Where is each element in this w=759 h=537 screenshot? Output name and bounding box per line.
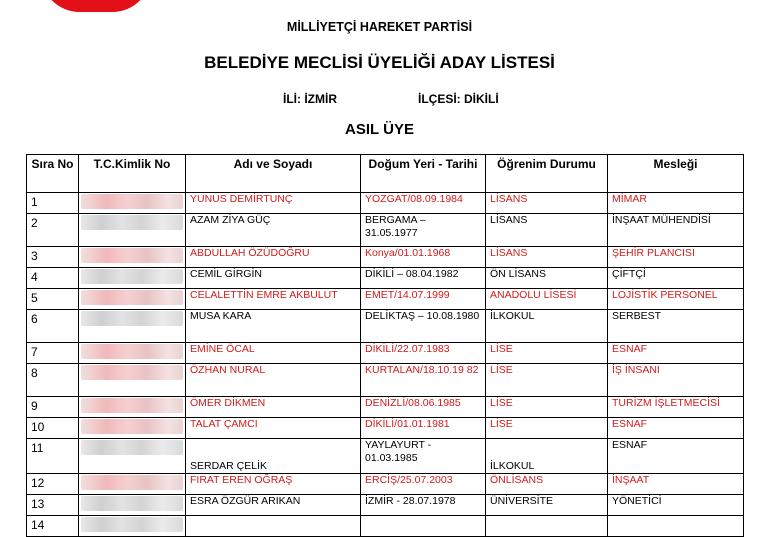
table-row — [27, 397, 744, 418]
tc-number-redacted — [79, 193, 186, 214]
header-education: Öğrenim Durumu — [486, 155, 608, 193]
row-number: 12 — [27, 474, 79, 495]
birth-place-date: ERCİŞ/25.07.2003 — [361, 474, 486, 495]
tc-number-redacted — [79, 310, 186, 343]
candidate-name: SERDAR ÇELİK — [186, 439, 361, 474]
education — [486, 516, 608, 537]
birth-place-date: YAYLAYURT - 01.03.1985 — [361, 439, 486, 474]
redaction-blur — [81, 496, 183, 511]
profession: İNŞAAT MÜHENDİSİ — [608, 214, 744, 247]
row-number: 4 — [27, 268, 79, 289]
city-label: İLİ: İZMİR — [283, 92, 337, 106]
education: İLKOKUL — [486, 310, 608, 343]
education: İLKOKUL — [486, 439, 608, 474]
table-row — [27, 343, 744, 364]
header-job: Mesleği — [608, 155, 744, 193]
candidate-name: YUNUS DEMİRTUNÇ — [186, 193, 361, 214]
profession: SERBEST — [608, 310, 744, 343]
profession: MİMAR — [608, 193, 744, 214]
row-number: 8 — [27, 364, 79, 397]
tc-number-redacted — [79, 247, 186, 268]
redaction-blur — [81, 517, 183, 532]
redaction-blur — [81, 215, 183, 230]
tc-number-redacted — [79, 495, 186, 516]
row-number: 1 — [27, 193, 79, 214]
candidate-name: FIRAT EREN OĞRAŞ — [186, 474, 361, 495]
profession: LOJİSTİK PERSONEL — [608, 289, 744, 310]
table-row — [27, 289, 744, 310]
profession — [608, 516, 744, 537]
candidate-name: EMİNE ÖCAL — [186, 343, 361, 364]
education: LİSANS — [486, 193, 608, 214]
redaction-blur — [81, 290, 183, 305]
birth-place-date: Konya/01.01.1968 — [361, 247, 486, 268]
tc-number-redacted — [79, 289, 186, 310]
table-row — [27, 310, 744, 343]
row-number: 6 — [27, 310, 79, 343]
district-label: İLÇESİ: DİKİLİ — [418, 92, 499, 106]
candidate-name — [186, 516, 361, 537]
redaction-blur — [81, 311, 183, 326]
tc-number-redacted — [79, 474, 186, 495]
row-number: 14 — [27, 516, 79, 537]
table-row — [27, 516, 744, 537]
profession: ESNAF — [608, 418, 744, 439]
table-row — [27, 418, 744, 439]
header-no: Sıra No — [27, 155, 79, 193]
redaction-blur — [81, 344, 183, 359]
table-row — [27, 474, 744, 495]
header-tc: T.C.Kimlik No — [79, 155, 186, 193]
redaction-blur — [81, 475, 183, 490]
education: LİSE — [486, 397, 608, 418]
birth-place-date: İZMİR - 28.07.1978 — [361, 495, 486, 516]
birth-place-date: DELİKTAŞ – 10.08.1980 — [361, 310, 486, 343]
profession: ŞEHİR PLANCISI — [608, 247, 744, 268]
redaction-blur — [81, 194, 183, 209]
education: ÖNLİSANS — [486, 474, 608, 495]
education: LİSANS — [486, 214, 608, 247]
education: LİSANS — [486, 247, 608, 268]
table-row — [27, 193, 744, 214]
document-title: BELEDİYE MECLİSİ ÜYELİĞİ ADAY LİSTESİ — [204, 53, 555, 72]
table-row — [27, 214, 744, 247]
profession: ESNAF — [608, 439, 744, 474]
birth-place-date: DİKİLİ/22.07.1983 — [361, 343, 486, 364]
redaction-blur — [81, 248, 183, 263]
candidate-name: ABDULLAH ÖZÜDOĞRU — [186, 247, 361, 268]
candidate-table — [26, 154, 744, 537]
section-title: ASIL ÜYE — [345, 121, 414, 138]
candidate-name: AZAM ZİYA GÜÇ — [186, 214, 361, 247]
candidate-name: CELALETTİN EMRE AKBULUT — [186, 289, 361, 310]
birth-place-date: BERGAMA – 31.05.1977 — [361, 214, 486, 247]
row-number: 13 — [27, 495, 79, 516]
candidate-name: MUSA KARA — [186, 310, 361, 343]
redaction-blur — [81, 365, 183, 380]
header-birth: Doğum Yeri - Tarihi — [361, 155, 486, 193]
tc-number-redacted — [79, 268, 186, 289]
tc-number-redacted — [79, 516, 186, 537]
profession: ESNAF — [608, 343, 744, 364]
tc-number-redacted — [79, 364, 186, 397]
party-logo — [40, 0, 152, 12]
profession: YÖNETİCİ — [608, 495, 744, 516]
redaction-blur — [81, 269, 183, 284]
header-name: Adı ve Soyadı — [186, 155, 361, 193]
candidate-name: ÖZHAN NURAL — [186, 364, 361, 397]
birth-place-date: DİKİLİ/01.01.1981 — [361, 418, 486, 439]
profession: ÇİFTÇİ — [608, 268, 744, 289]
education: LİSE — [486, 364, 608, 397]
profession: İNŞAAT — [608, 474, 744, 495]
row-number: 10 — [27, 418, 79, 439]
candidate-name: ÖMER DİKMEN — [186, 397, 361, 418]
redaction-blur — [81, 398, 183, 413]
birth-place-date: EMET/14.07.1999 — [361, 289, 486, 310]
education: ANADOLU LİSESİ — [486, 289, 608, 310]
redaction-blur — [81, 419, 183, 434]
candidate-name: TALAT ÇAMCI — [186, 418, 361, 439]
tc-number-redacted — [79, 439, 186, 474]
redaction-blur — [81, 440, 183, 455]
birth-place-date: DİKİLİ – 08.04.1982 — [361, 268, 486, 289]
birth-place-date: YOZGAT/08.09.1984 — [361, 193, 486, 214]
education: ÖN LİSANS — [486, 268, 608, 289]
tc-number-redacted — [79, 343, 186, 364]
row-number: 2 — [27, 214, 79, 247]
education: ÜNİVERSİTE — [486, 495, 608, 516]
row-number: 5 — [27, 289, 79, 310]
row-number: 11 — [27, 439, 79, 474]
education: LİSE — [486, 343, 608, 364]
tc-number-redacted — [79, 214, 186, 247]
table-row — [27, 495, 744, 516]
party-name: MİLLİYETÇİ HAREKET PARTİSİ — [286, 20, 473, 34]
birth-place-date: KURTALAN/18.10.19 82 — [361, 364, 486, 397]
row-number: 7 — [27, 343, 79, 364]
tc-number-redacted — [79, 418, 186, 439]
education: LİSE — [486, 418, 608, 439]
candidate-name: ESRA ÖZGÜR ARIKAN — [186, 495, 361, 516]
table-header-row — [27, 155, 744, 193]
birth-place-date — [361, 516, 486, 537]
table-row — [27, 364, 744, 397]
tc-number-redacted — [79, 397, 186, 418]
table-row — [27, 268, 744, 289]
candidate-name: CEMİL GİRGİN — [186, 268, 361, 289]
row-number: 3 — [27, 247, 79, 268]
table-row — [27, 439, 744, 474]
birth-place-date: DENİZLİ/08.06.1985 — [361, 397, 486, 418]
table-row — [27, 247, 744, 268]
profession: TURİZM İŞLETMECİSİ — [608, 397, 744, 418]
profession: İŞ İNSANI — [608, 364, 744, 397]
row-number: 9 — [27, 397, 79, 418]
